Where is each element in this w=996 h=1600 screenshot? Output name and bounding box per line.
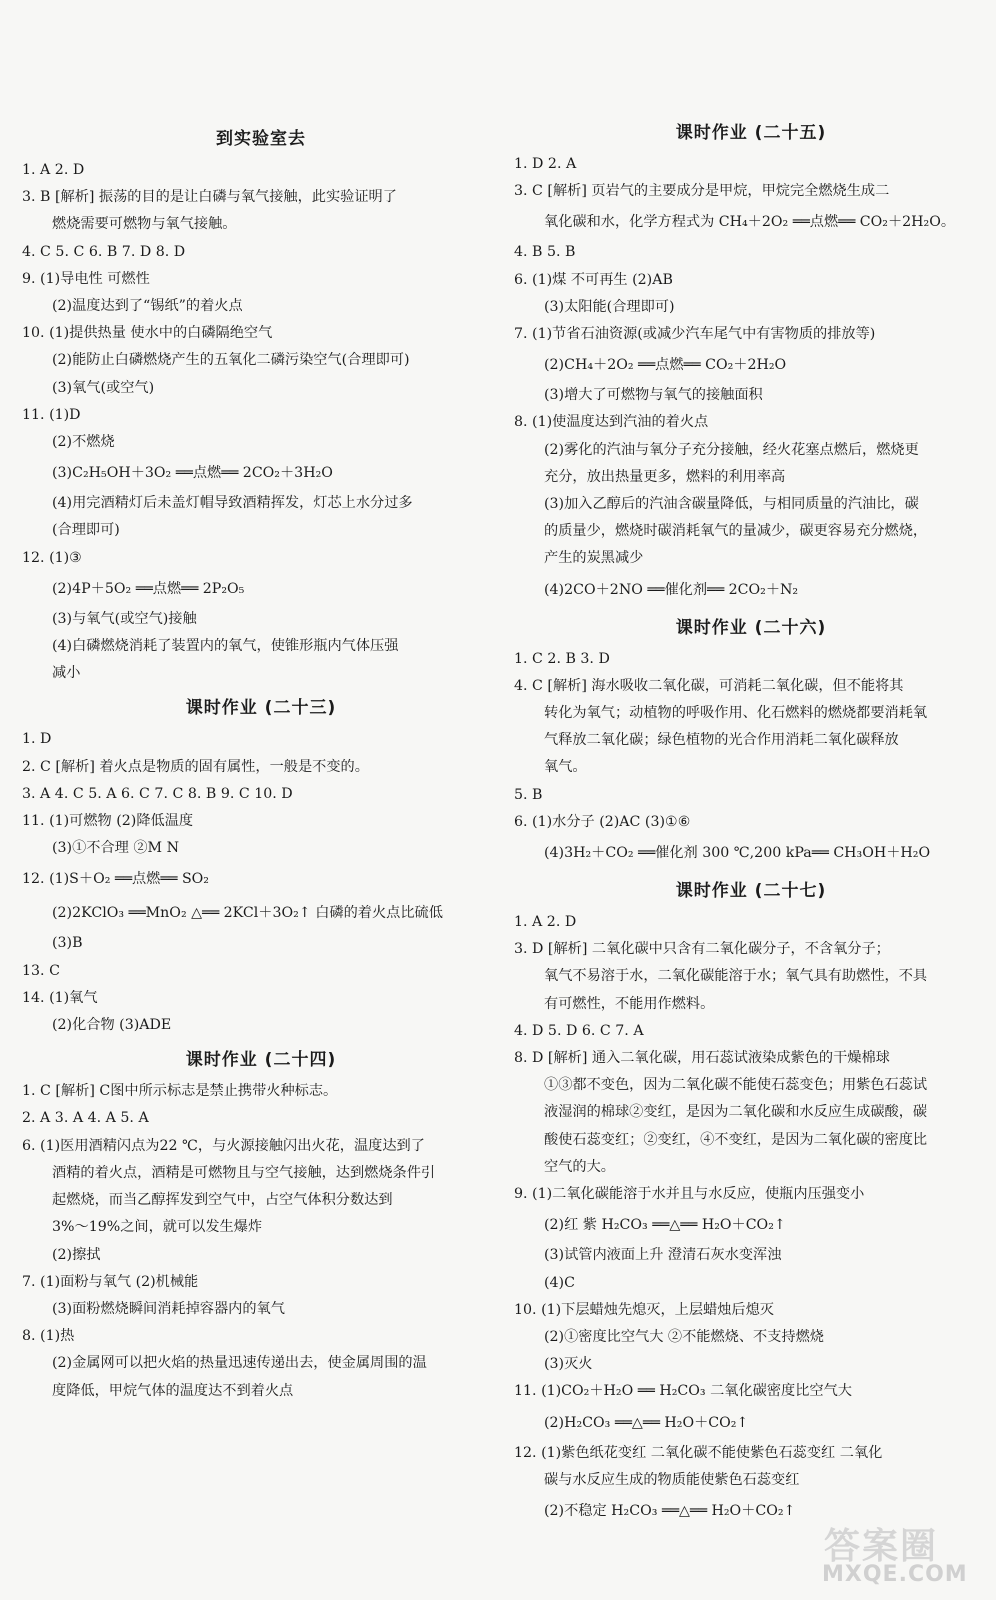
left-column	[22, 118, 500, 1405]
answer-line: 4. C [解析] 海水吸收二氧化碳，可消耗二氧化碳，但不能将其	[514, 677, 904, 694]
answer-line: 2. A 3. A 4. A 5. A	[22, 1110, 149, 1127]
answer-line: 7. (1)节省石油资源(或减少汽车尾气中有害物质的排放等)	[514, 326, 876, 343]
answer-line: 6. (1)水分子 (2)AC (3)①⑥	[514, 813, 691, 830]
answer-line: 空气的大。	[544, 1158, 615, 1175]
answer-line: 3. C [解析] 页岩气的主要成分是甲烷，甲烷完全燃烧生成二	[514, 183, 890, 200]
answer-line: 3%～19%之间，就可以发生爆炸	[52, 1219, 263, 1236]
answer-line: (3)①不合理 ②M N	[52, 840, 179, 857]
answer-line: (合理即可)	[52, 522, 120, 539]
answer-line: 11. (1)可燃物 (2)降低温度	[22, 813, 194, 830]
answer-line: 11. (1)CO₂＋H₂O ══ H₂CO₃ 二氧化碳密度比空气大	[514, 1383, 852, 1400]
watermark-brand: 答案圈	[824, 1526, 939, 1567]
section-title: 课时作业 (二十七)	[675, 881, 827, 902]
answer-line: (4)3H₂＋CO₂ ══催化剂 300 ℃,200 kPa══ CH₃OH＋H₂O	[544, 845, 931, 862]
answer-line: 4. C 5. C 6. B 7. D 8. D	[22, 243, 186, 260]
answer-line: (3)灭火	[544, 1356, 593, 1373]
answer-line: (4)2CO＋2NO ══催化剂══ 2CO₂＋N₂	[544, 581, 799, 598]
answer-line: 酸使石蕊变红；②变红，④不变红，是因为二氧化碳的密度比	[544, 1131, 928, 1148]
answer-line: 充分，放出热量更多，燃料的利用率高	[544, 468, 786, 485]
answer-line: (2)不燃烧	[52, 434, 115, 451]
answer-line: 6. (1)煤 不可再生 (2)AB	[514, 271, 673, 288]
section-title: 课时作业 (二十六)	[675, 617, 827, 638]
answer-line: (3)B	[52, 935, 83, 952]
watermark-logo	[818, 1522, 988, 1592]
section-title: 课时作业 (二十五)	[675, 123, 827, 143]
answer-line: 酒精的着火点，酒精是可燃物且与空气接触，达到燃烧条件引	[52, 1164, 436, 1181]
answer-line: 有可燃性，不能用作燃料。	[544, 995, 715, 1012]
answer-line: 1. A 2. D	[514, 914, 577, 931]
answer-line: (2)不稳定 H₂CO₃ ══△══ H₂O＋CO₂↑	[544, 1502, 796, 1519]
answer-line: (2)温度达到了“锡纸”的着火点	[52, 298, 243, 315]
answer-line: (3)太阳能(合理即可)	[544, 298, 675, 315]
answer-line: 10. (1)下层蜡烛先熄灭，上层蜡烛后熄灭	[514, 1301, 774, 1318]
answer-line: (3)与氧气(或空气)接触	[52, 610, 197, 627]
answer-line: 度降低，甲烷气体的温度达不到着火点	[52, 1382, 294, 1399]
answer-line: 11. (1)D	[22, 406, 81, 423]
answer-line: (2)H₂CO₃ ══△══ H₂O＋CO₂↑	[544, 1414, 749, 1431]
answer-line: 起燃烧，而当乙醇挥发到空气中，占空气体积分数达到	[52, 1192, 393, 1209]
answer-line: (3)增大了可燃物与氧气的接触面积	[544, 387, 763, 404]
answer-line: 14. (1)氧气	[22, 989, 98, 1006]
answer-line: (3)面粉燃烧瞬间消耗掉容器内的氧气	[52, 1300, 285, 1317]
answer-line: 2. C [解析] 着火点是物质的固有属性，一般是不变的。	[22, 758, 369, 775]
answer-line: 5. B	[514, 786, 543, 803]
answer-line: 产生的炭黑减少	[544, 550, 644, 567]
section-title: 课时作业 (二十三)	[185, 698, 337, 719]
answer-line: 的质量少，燃烧时碳消耗氧气的量减少，碳更容易充分燃烧，	[544, 523, 928, 540]
answer-line: 1. C 2. B 3. D	[514, 650, 610, 667]
answer-line: 3. A 4. C 5. A 6. C 7. C 8. B 9. C 10. D	[22, 785, 293, 802]
answer-line: (4)白磷燃烧消耗了装置内的氧气，使锥形瓶内气体压强	[52, 638, 399, 655]
answer-line: 减小	[52, 665, 81, 682]
answer-line: 液湿润的棉球②变红，是因为二氧化碳和水反应生成碳酸，碳	[544, 1104, 928, 1121]
answer-line: 氧气。	[544, 759, 587, 776]
answer-line: (4)C	[544, 1274, 575, 1291]
answer-line: (3)氧气(或空气)	[52, 379, 155, 396]
answer-line: 10. (1)提供热量 使水中的白磷隔绝空气	[22, 325, 273, 342]
right-column	[514, 112, 988, 1528]
answer-line: 12. (1)紫色纸花变红 二氧化碳不能使紫色石蕊变红 二氧化	[514, 1444, 883, 1461]
answer-line: 6. (1)医用酒精闪点为22 ℃，与火源接触闪出火花，温度达到了	[22, 1137, 425, 1154]
answer-line: (3)试管内液面上升 澄清石灰水变浑浊	[544, 1247, 782, 1264]
answer-line: (2)能防止白磷燃烧产生的五氧化二磷污染空气(合理即可)	[52, 352, 410, 369]
answer-line: 3. B [解析] 振荡的目的是让白磷与氧气接触，此实验证明了	[22, 189, 397, 206]
section-title: 到实验室去	[216, 129, 306, 149]
answer-line: (3)C₂H₅OH＋3O₂ ══点燃══ 2CO₂＋3H₂O	[52, 465, 333, 482]
answer-line: 3. D [解析] 二氧化碳中只含有二氧化碳分子，不含氧分子；	[514, 941, 890, 958]
answer-line: (2)雾化的汽油与氧分子充分接触，经火花塞点燃后，燃烧更	[544, 441, 919, 458]
answer-line: 转化为氧气；动植物的呼吸作用、化石燃料的燃烧都要消耗氧	[544, 705, 928, 722]
answer-line: (2)金属网可以把火焰的热量迅速传递出去，使金属周围的温	[52, 1355, 427, 1372]
section-title: 课时作业 (二十四)	[185, 1050, 337, 1071]
answer-line: (2)化合物 (3)ADE	[52, 1017, 172, 1034]
answer-line: 氧气不易溶于水，二氧化碳能溶于水；氧气具有助燃性，不具	[544, 968, 928, 985]
watermark-url: MXQE.COM	[822, 1562, 968, 1587]
answer-line: 1. D	[22, 731, 52, 748]
answer-line: (2)擦拭	[52, 1246, 101, 1263]
answer-line: 碳与水反应生成的物质能使紫色石蕊变红	[544, 1471, 800, 1488]
answer-line: 8. (1)热	[22, 1328, 75, 1345]
answer-line: 氧化碳和水，化学方程式为 CH₄＋2O₂ ══点燃══ CO₂＋2H₂O。	[544, 214, 956, 231]
answer-line: (2)①密度比空气大 ②不能燃烧、不支持燃烧	[544, 1328, 824, 1345]
answer-line: (2)4P＋5O₂ ══点燃══ 2P₂O₅	[52, 580, 245, 597]
answer-line: 1. D 2. A	[514, 156, 577, 172]
answer-line: 12. (1)③	[22, 549, 82, 566]
answer-line: (2)红 紫 H₂CO₃ ══△══ H₂O＋CO₂↑	[544, 1217, 786, 1234]
answer-line: 气释放二氧化碳；绿色植物的光合作用消耗二氧化碳释放	[544, 732, 899, 749]
answer-line: 8. D [解析] 通入二氧化碳，用石蕊试液染成紫色的干燥棉球	[514, 1050, 890, 1067]
answer-line: 7. (1)面粉与氧气 (2)机械能	[22, 1273, 199, 1290]
answer-line: 8. (1)使温度达到汽油的着火点	[514, 414, 709, 431]
answer-line: (2)2KClO₃ ══MnO₂ △══ 2KCl＋3O₂↑ 白磷的着火点比硫低	[52, 905, 443, 922]
answer-line: 燃烧需要可燃物与氧气接触。	[52, 216, 237, 233]
answer-line: 1. C [解析] C图中所示标志是禁止携带火种标志。	[22, 1083, 338, 1100]
answer-line: (3)加入乙醇后的汽油含碳量降低，与相同质量的汽油比，碳	[544, 496, 919, 513]
answer-line: 12. (1)S＋O₂ ══点燃══ SO₂	[22, 871, 209, 888]
answer-line: ①③都不变色，因为二氧化碳不能使石蕊变色；用紫色石蕊试	[544, 1077, 928, 1094]
answer-line: 1. A 2. D	[22, 162, 85, 178]
answer-line: (4)用完酒精灯后未盖灯帽导致酒精挥发，灯芯上水分过多	[52, 495, 413, 512]
answer-line: (2)CH₄＋2O₂ ══点燃══ CO₂＋2H₂O	[544, 357, 787, 374]
answer-line: 13. C	[22, 962, 60, 979]
answer-line: 9. (1)二氧化碳能溶于水并且与水反应，使瓶内压强变小	[514, 1186, 865, 1203]
answer-line: 4. D 5. D 6. C 7. A	[514, 1022, 644, 1039]
answer-line: 4. B 5. B	[514, 244, 576, 261]
answer-line: 9. (1)导电性 可燃性	[22, 270, 150, 287]
